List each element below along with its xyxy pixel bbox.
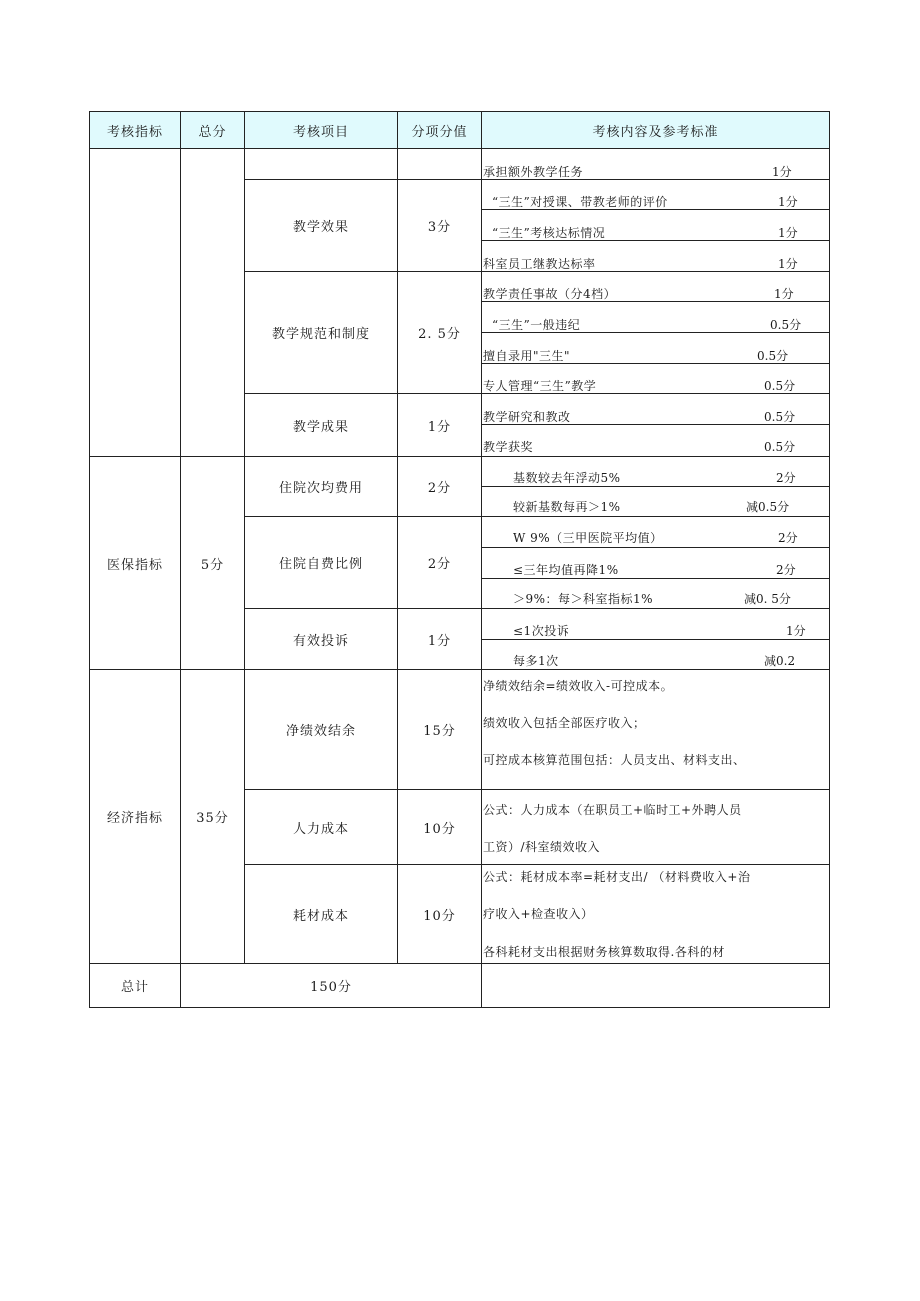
- item-score: 15分: [423, 724, 456, 739]
- content-text: 工资）/科室绩效收入: [483, 840, 601, 854]
- row-line: [481, 486, 830, 487]
- content-text: ＞9%：每＞科室指标1%: [513, 592, 654, 606]
- content-text: 科室员工继教达标率: [483, 257, 596, 271]
- row-line: [481, 639, 830, 640]
- content-text: “三生”一般违纪: [492, 318, 581, 332]
- content-score: 0.5分: [770, 318, 802, 332]
- content-text: 专人管理“三生”教学: [483, 379, 597, 393]
- content-score: 0.5分: [757, 349, 789, 363]
- item-score: 10分: [423, 821, 456, 837]
- total-value: 150分: [310, 980, 352, 995]
- content-text: 教学获奖: [483, 440, 534, 454]
- border-bottom: [89, 1007, 830, 1008]
- border-header-bottom: [89, 148, 830, 149]
- content-score: 1分: [774, 287, 794, 301]
- total-insurance: 5分: [200, 557, 225, 573]
- header-content: 考核内容及参考标准: [482, 112, 829, 149]
- content-text: 承担额外教学任务: [483, 165, 584, 179]
- col-line-4: [481, 111, 482, 1008]
- item-teaching-effect: 教学效果: [292, 220, 349, 235]
- content-score: 2分: [776, 471, 796, 485]
- content-text: “三生”对授课、带教老师的评价: [492, 195, 668, 209]
- content-text: 每多1次: [513, 654, 559, 668]
- content-text: 疗收入+检查收入）: [483, 907, 594, 921]
- total-label: 总计: [120, 980, 149, 995]
- content-score: 0.5分: [764, 440, 796, 454]
- indicator-insurance: 医保指标: [106, 557, 163, 573]
- header-item-score: 分项分值: [398, 112, 481, 149]
- content-score: 1分: [778, 195, 798, 209]
- content-score: 减0.5分: [746, 500, 790, 514]
- item-score: 3分: [427, 220, 452, 235]
- content-score: 减0.2: [764, 654, 796, 668]
- item-score: 1分: [427, 419, 452, 435]
- item-score: 10分: [423, 908, 456, 924]
- content-text: ≤三年均值再降1%: [513, 563, 619, 577]
- content-score: 1分: [786, 624, 806, 638]
- item-score: 2分: [427, 481, 452, 496]
- content-score: 1分: [778, 226, 798, 240]
- content-text: 公式：人力成本（在职员工+临时工+外聘人员: [483, 803, 742, 817]
- content-score: 1分: [772, 165, 792, 179]
- header-item: 考核项目: [245, 112, 397, 149]
- item-teaching-norms: 教学规范和制度: [271, 327, 370, 342]
- item-material-cost: 耗材成本: [292, 908, 349, 924]
- content-score: 0.5分: [764, 410, 796, 424]
- item-teaching-results: 教学成果: [292, 419, 349, 435]
- item-self-pay: 住院自费比例: [278, 557, 363, 572]
- item-score: 2. 5分: [418, 327, 461, 342]
- content-score: 2分: [778, 531, 798, 545]
- content-score: 减0. 5分: [744, 592, 791, 606]
- content-text: 较新基数每再＞1%: [513, 500, 621, 514]
- header-indicator: 考核指标: [90, 112, 180, 149]
- item-net-performance: 净绩效结余: [285, 724, 356, 739]
- content-score: 0.5分: [764, 379, 796, 393]
- content-text: 各科耗材支出根据财务核算数取得.各科的材: [483, 945, 725, 959]
- content-text: “三生”考核达标情况: [492, 226, 606, 240]
- content-text: ≤1次投诉: [513, 624, 570, 638]
- header-total: 总分: [181, 112, 244, 149]
- content-text: 擅自录用"三生": [483, 349, 571, 363]
- content-text: W 9%（三甲医院平均值）: [513, 531, 663, 545]
- border-right: [829, 111, 830, 1008]
- content-score: 2分: [776, 563, 796, 577]
- content-text: 基数较去年浮动5%: [513, 471, 621, 485]
- content-text: 教学责任事故（分4档）: [483, 287, 617, 301]
- content-score: 1分: [778, 257, 798, 271]
- content-text: 绩效收入包括全部医疗收入；: [483, 716, 646, 730]
- item-avg-cost: 住院次均费用: [278, 481, 363, 496]
- border-top: [89, 111, 830, 112]
- content-text: 教学研究和教改: [483, 410, 571, 424]
- content-text: 公式：耗材成本率=耗材支出/ （材料费收入+治: [483, 870, 751, 884]
- item-complaints: 有效投诉: [292, 633, 349, 649]
- content-text: 净绩效结余=绩效收入-可控成本。: [483, 679, 674, 693]
- content-text: 可控成本核算范围包括：人员支出、材料支出、: [483, 753, 746, 767]
- item-score: 2分: [427, 557, 452, 572]
- row-line: [481, 578, 830, 579]
- item-labor-cost: 人力成本: [292, 821, 349, 837]
- row-line: [481, 547, 830, 548]
- total-economy: 35分: [196, 811, 229, 826]
- indicator-economy: 经济指标: [106, 811, 163, 826]
- item-score: 1分: [427, 633, 452, 649]
